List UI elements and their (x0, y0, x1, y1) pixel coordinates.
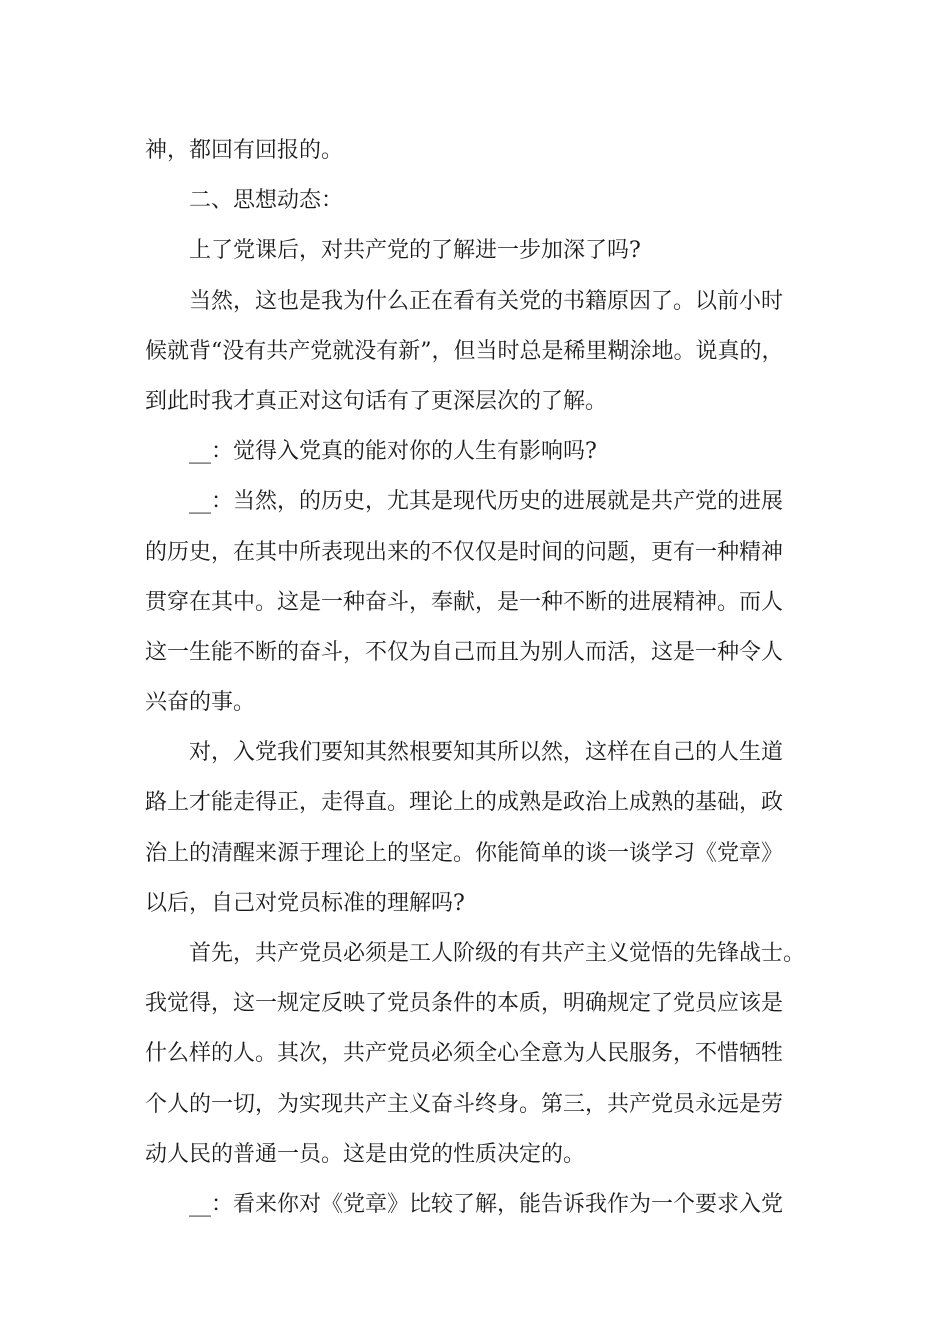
text-line: 治上的清醒来源于理论上的坚定。你能简单的谈一谈学习《党章》 (145, 840, 784, 866)
text-line: 兴奋的事。 (145, 690, 256, 716)
text-line: 上了党课后，对共产党的了解进一步加深了吗? (189, 238, 641, 264)
text-line: 个人的一切，为实现共产主义奋斗终身。第三，共产党员永远是劳 (145, 1091, 784, 1117)
text-line: 我觉得，这一规定反映了党员条件的本质，明确规定了党员应该是 (145, 991, 784, 1017)
text-line: __：看来你对《党章》比较了解，能告诉我作为一个要求入党 (189, 1191, 784, 1217)
text-line: 候就背“没有共产党就没有新”，但当时总是稀里糊涂地。说真的， (145, 338, 784, 364)
text-line: 路上才能走得正，走得直。理论上的成熟是政治上成熟的基础，政 (145, 790, 784, 816)
text-line: 对，入党我们要知其然根要知其所以然，这样在自己的人生道 (189, 740, 784, 766)
text-line: 神，都回有回报的。 (145, 138, 344, 163)
text-line: 贯穿在其中。这是一种奋斗，奉献，是一种不断的进展精神。而人 (145, 589, 784, 615)
text-line: 动人民的普通一员。这是由党的性质决定的。 (145, 1141, 586, 1167)
text-line: 这一生能不断的奋斗，不仅为自己而且为别人而活，这是一种令人 (145, 639, 784, 665)
text-line: 的历史，在其中所表现出来的不仅仅是时间的问题，更有一种精神 (145, 539, 784, 565)
text-line: 以后，自己对党员标准的理解吗? (145, 890, 465, 916)
text-line: __：当然，的历史，尤其是现代历史的进展就是共产党的进展 (189, 489, 784, 515)
section-heading: 二、思想动态： (189, 188, 344, 214)
text-line: 什么样的人。其次，共产党员必须全心全意为人民服务，不惜牺牲 (145, 1041, 784, 1067)
text-line: __：觉得入党真的能对你的人生有影响吗? (189, 439, 597, 465)
document-body (145, 126, 823, 1230)
text-line: 首先，共产党员必须是工人阶级的有共产主义觉悟的先锋战士。 (189, 941, 806, 966)
text-line: 到此时我才真正对这句话有了更深层次的了解。 (145, 388, 608, 414)
text-line: 当然，这也是我为什么正在看有关党的书籍原因了。以前小时 (189, 288, 784, 314)
